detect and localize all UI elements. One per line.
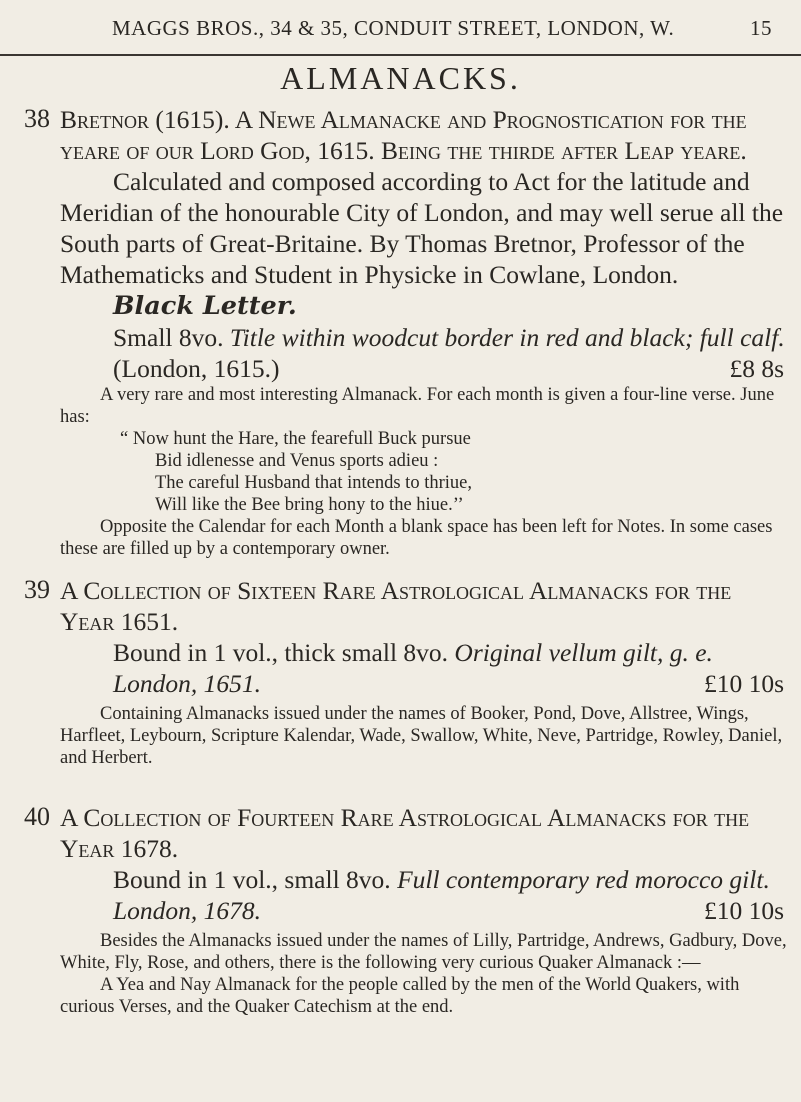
entry-imprint: London, 1651. [113, 669, 262, 698]
entry-note-2: A Yea and Nay Almanack for the people called by the men of the World Quakers, with curious Verses, and the Quaker Catechism at the end. [60, 975, 740, 1017]
black-letter-note: Black Letter. [113, 291, 297, 321]
entry-note: Besides the Almanacks issued under the names of Lilly, Partridge, Andrews, Gadbury, Dove, White, Fly, Rose, and others, there is the following very curious Quaker Almanack :— [60, 931, 787, 973]
entry-note: A very rare and most interesting Almanack. For each month is given a four-line verse. June has: [60, 385, 775, 427]
entry-price: £10 10s [703, 896, 784, 925]
entry-imprint: London, 1678. [113, 896, 262, 925]
verse-line: The careful Husband that intends to thriue, [155, 473, 472, 493]
verse-line: Bid idlenesse and Venus sports adieu : [155, 451, 439, 471]
entry-format: Bound in 1 vol., small 8vo. Full contemporary red morocco gilt. [113, 865, 770, 894]
entry-note: Containing Almanacks issued under the names of Booker, Pond, Dove, Allstree, Wings, Harfleet, Leybourn, Scripture Kalendar, Wade, Swallow, White, Neve, Partridge, Rowley, Daniel, and Herbert. [60, 704, 783, 768]
entry-note-2: Opposite the Calendar for each Month a blank space has been left for Notes. In some cases these are filled up by a contemporary owner. [60, 517, 773, 559]
running-header [112, 16, 772, 41]
section-title: ALMANACKS. [280, 60, 521, 96]
entry-price: £8 8s [729, 354, 784, 383]
catalogue-entry-40 [24, 802, 790, 1018]
entry-format: Bound in 1 vol., thick small 8vo. Original vellum gilt, g. e. [113, 638, 713, 667]
header-text: MAGGS BROS., 34 & 35, CONDUIT STREET, LONDON, W. [112, 16, 675, 40]
verse-line: Will like the Bee bring hony to the hiue.’’ [155, 495, 464, 515]
entry-price: £10 10s [703, 669, 784, 698]
entry-title [60, 104, 790, 166]
imprint-price-line [113, 895, 790, 926]
entry-title: A Collection of Sixteen Rare Astrological Almanacks for the Year 1651. [60, 576, 732, 636]
entry-number: 38 [24, 104, 50, 133]
entry-format: Small 8vo. Title within woodcut border in red and black; full calf. [113, 323, 785, 352]
header-rule [0, 54, 801, 56]
page-number: 15 [750, 16, 772, 40]
entry-title: A Collection of Fourteen Rare Astrological Almanacks for the Year 1678. [60, 803, 750, 863]
entry-title-text: (1615). A Newe Almanacke and Prognostication for the yeare of our Lord God, 1615. Being the thirde after Leap yeare. [60, 105, 747, 165]
entry-description: Calculated and composed according to Act for the latitude and Meridian of the honourable City of London, and may well serue all the South parts of Great-Britaine. By Thomas Bretnor, Professor of the Mathematicks and Student in Physicke in Cowlane, London. [60, 167, 784, 289]
entry-author: Bretnor [60, 105, 150, 134]
catalogue-entry-38 [24, 104, 790, 560]
entry-number: 40 [24, 802, 50, 831]
catalogue-entry-39 [24, 575, 790, 769]
entry-imprint: (London, 1615.) [113, 354, 280, 383]
imprint-price-line [113, 353, 790, 384]
verse-line: “ Now hunt the Hare, the fearefull Buck pursue [120, 429, 471, 449]
imprint-price-line [113, 668, 790, 699]
entry-number: 39 [24, 575, 50, 604]
